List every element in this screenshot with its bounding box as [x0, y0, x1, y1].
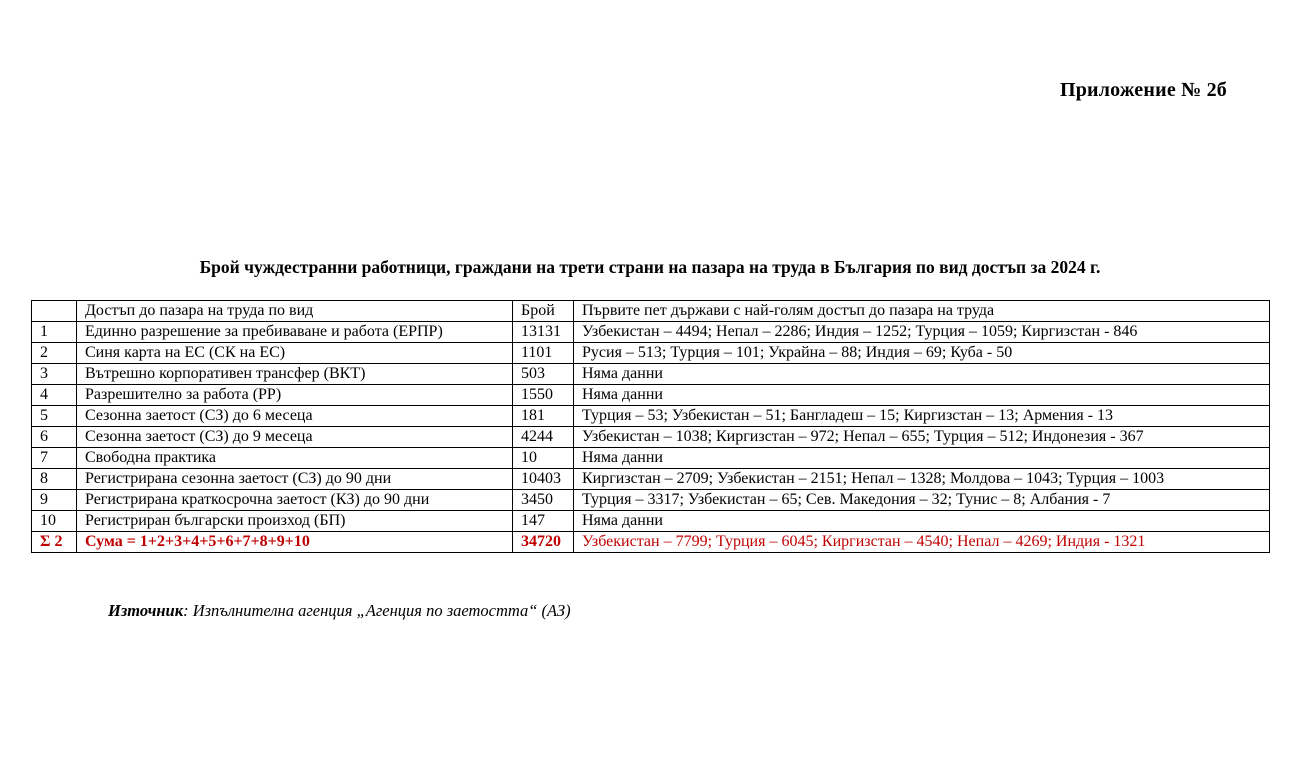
row-number-cell: 3	[32, 364, 77, 385]
source-line	[108, 601, 571, 621]
total-label-cell: Сума = 1+2+3+4+5+6+7+8+9+10	[77, 532, 513, 553]
total-countries-cell: Узбекистан – 7799; Турция – 6045; Киргизстан – 4540; Непал – 4269; Индия - 1321	[574, 532, 1270, 553]
table-row	[32, 490, 1270, 511]
access-type-cell: Вътрешно корпоративен трансфер (ВКТ)	[77, 364, 513, 385]
header-countries-cell: Първите пет държави с най-голям достъп до пазара на труда	[574, 301, 1270, 322]
row-number-cell: 8	[32, 469, 77, 490]
row-number-cell: 9	[32, 490, 77, 511]
table-row	[32, 385, 1270, 406]
total-count-cell: 34720	[513, 532, 574, 553]
row-number-cell: 1	[32, 322, 77, 343]
count-cell: 181	[513, 406, 574, 427]
countries-cell: Узбекистан – 1038; Киргизстан – 972; Непал – 655; Турция – 512; Индонезия - 367	[574, 427, 1270, 448]
access-type-cell: Регистрирана сезонна заетост (СЗ) до 90 дни	[77, 469, 513, 490]
source-label: Източник	[108, 601, 184, 620]
count-cell: 10	[513, 448, 574, 469]
annex-label: Приложение № 2б	[1059, 79, 1227, 101]
row-number-cell: 6	[32, 427, 77, 448]
header-number-cell	[32, 301, 77, 322]
access-type-cell: Регистриран български произход (БП)	[77, 511, 513, 532]
countries-cell: Няма данни	[574, 364, 1270, 385]
access-type-cell: Единно разрешение за пребиваване и работа (ЕРПР)	[77, 322, 513, 343]
row-number-cell: 5	[32, 406, 77, 427]
count-cell: 13131	[513, 322, 574, 343]
row-number-cell: 4	[32, 385, 77, 406]
row-number-cell: 10	[32, 511, 77, 532]
table-row	[32, 406, 1270, 427]
access-type-cell: Сезонна заетост (СЗ) до 6 месеца	[77, 406, 513, 427]
countries-cell: Няма данни	[574, 385, 1270, 406]
page-title: Брой чуждестранни работници, граждани на трети страни на пазара на труда в България по вид достъп за 2024 г.	[199, 257, 1101, 277]
countries-cell: Русия – 513; Турция – 101; Украйна – 88; Индия – 69; Куба - 50	[574, 343, 1270, 364]
access-type-cell: Регистрирана краткосрочна заетост (КЗ) до 90 дни	[77, 490, 513, 511]
count-cell: 1101	[513, 343, 574, 364]
header-access-type-cell: Достъп до пазара на труда по вид	[77, 301, 513, 322]
count-cell: 503	[513, 364, 574, 385]
table-total-row	[32, 532, 1270, 553]
count-cell: 147	[513, 511, 574, 532]
countries-cell: Узбекистан – 4494; Непал – 2286; Индия – 1252; Турция – 1059; Киргизстан - 846	[574, 322, 1270, 343]
access-type-cell: Разрешително за работа (РР)	[77, 385, 513, 406]
access-types-table	[31, 300, 1270, 553]
countries-cell: Турция – 3317; Узбекистан – 65; Сев. Македония – 32; Тунис – 8; Албания - 7	[574, 490, 1270, 511]
countries-cell: Киргизстан – 2709; Узбекистан – 2151; Непал – 1328; Молдова – 1043; Турция – 1003	[574, 469, 1270, 490]
table-row	[32, 511, 1270, 532]
table-row	[32, 469, 1270, 490]
source-text: : Изпълнителна агенция „Агенция по заетостта“ (АЗ)	[183, 601, 571, 620]
count-cell: 3450	[513, 490, 574, 511]
table-row	[32, 322, 1270, 343]
countries-cell: Няма данни	[574, 448, 1270, 469]
table-header-row	[32, 301, 1270, 322]
access-type-cell: Свободна практика	[77, 448, 513, 469]
access-type-cell: Синя карта на ЕС (СК на ЕС)	[77, 343, 513, 364]
count-cell: 10403	[513, 469, 574, 490]
table-row	[32, 427, 1270, 448]
count-cell: 1550	[513, 385, 574, 406]
table-row	[32, 364, 1270, 385]
row-number-cell: 2	[32, 343, 77, 364]
total-sigma-cell: Σ 2	[32, 532, 77, 553]
header-count-cell: Брой	[513, 301, 574, 322]
countries-cell: Няма данни	[574, 511, 1270, 532]
table-row	[32, 343, 1270, 364]
row-number-cell: 7	[32, 448, 77, 469]
count-cell: 4244	[513, 427, 574, 448]
access-type-cell: Сезонна заетост (СЗ) до 9 месеца	[77, 427, 513, 448]
table-row	[32, 448, 1270, 469]
countries-cell: Турция – 53; Узбекистан – 51; Бангладеш – 15; Киргизстан – 13; Армения - 13	[574, 406, 1270, 427]
